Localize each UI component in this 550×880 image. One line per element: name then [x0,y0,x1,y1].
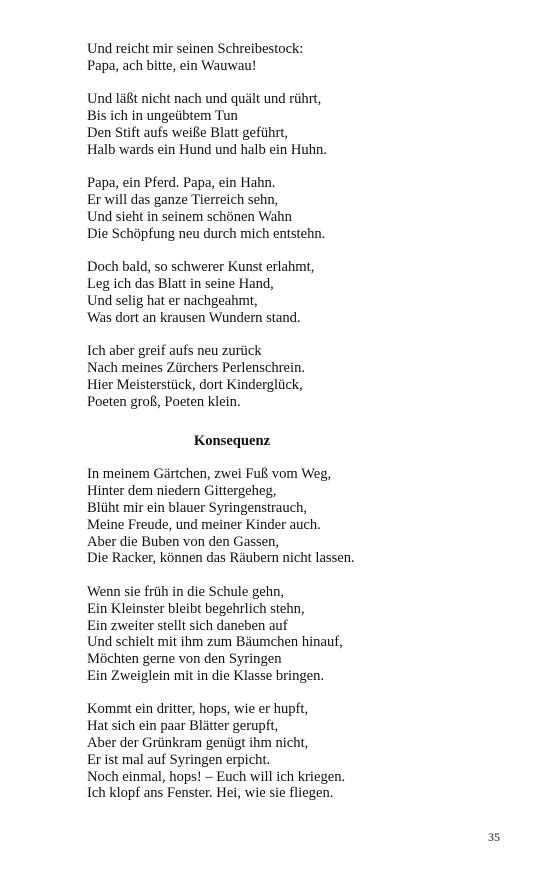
stanza [87,259,467,326]
poem-text-block [87,41,467,802]
verse-line: Was dort an krausen Wundern stand. [87,309,301,326]
verse-line: Papa, ein Pferd. Papa, ein Hahn. [87,175,276,192]
poem-konsequenz [87,466,467,802]
verse-line: Halb wards ein Hund und halb ein Huhn. [87,141,327,158]
stanza [87,584,467,685]
verse-line: Und selig hat er nachgeahmt, [87,292,258,309]
verse-line: Aber die Buben von den Gassen, [87,533,280,550]
verse-line: Und läßt nicht nach und quält und rührt, [87,91,322,108]
verse-line: Hier Meisterstück, dort Kinderglück, [87,376,303,393]
stanza [87,91,467,158]
verse-line: Wenn sie früh in die Schule gehn, [87,583,285,600]
verse-line: Die Racker, können das Räubern nicht lassen. [87,550,355,567]
verse-line: Aber der Grünkram genügt ihm nicht, [87,735,309,752]
verse-line: Bis ich in ungeübtem Tun [87,108,238,125]
verse-line: Hat sich ein paar Blätter gerupft, [87,718,279,735]
poem-title: Konsequenz [193,432,271,449]
page-number: 35 [488,830,500,844]
stanza [87,701,467,802]
verse-line: Ein Zweiglein mit in die Klasse bringen. [87,667,325,684]
verse-line: Die Schöpfung neu durch mich entstehn. [87,225,326,242]
verse-line: Doch bald, so schwerer Kunst erlahmt, [87,259,315,276]
verse-line: Hinter dem niedern Gittergeheg, [87,483,277,500]
verse-line: Noch einmal, hops! – Euch will ich kriegen. [87,768,346,785]
verse-line: Und reicht mir seinen Schreibestock: [87,41,304,57]
verse-line: Und schielt mit ihm zum Bäumchen hinauf, [87,634,343,651]
poem-continuation [87,41,467,411]
verse-line: Papa, ach bitte, ein Wauwau! [87,57,257,74]
verse-line: Meine Freude, und meiner Kinder auch. [87,516,321,533]
verse-line: Kommt ein dritter, hops, wie er hupft, [87,701,309,718]
verse-line: In meinem Gärtchen, zwei Fuß vom Weg, [87,466,332,483]
verse-line: Nach meines Zürchers Perlenschrein. [87,360,306,377]
verse-line: Ich klopf ans Fenster. Hei, wie sie fliegen. [87,785,334,802]
verse-line: Er will das ganze Tierreich sehn, [87,192,279,209]
stanza [87,41,467,75]
verse-line: Blüht mir ein blauer Syringenstrauch, [87,499,308,516]
stanza [87,175,467,242]
verse-line: Poeten groß, Poeten klein. [87,393,241,410]
verse-line: Den Stift aufs weiße Blatt geführt, [87,124,289,141]
verse-line: Ich aber greif aufs neu zurück [87,343,262,360]
verse-line: Leg ich das Blatt in seine Hand, [87,276,274,293]
verse-line: Ein Kleinster bleibt begehrlich stehn, [87,600,305,617]
verse-line: Ein zweiter stellt sich daneben auf [87,617,288,634]
verse-line: Er ist mal auf Syringen erpicht. [87,751,271,768]
verse-line: Möchten gerne von den Syringen [87,651,282,668]
stanza [87,343,467,410]
verse-line: Und sieht in seinem schönen Wahn [87,208,292,225]
stanza [87,466,467,567]
